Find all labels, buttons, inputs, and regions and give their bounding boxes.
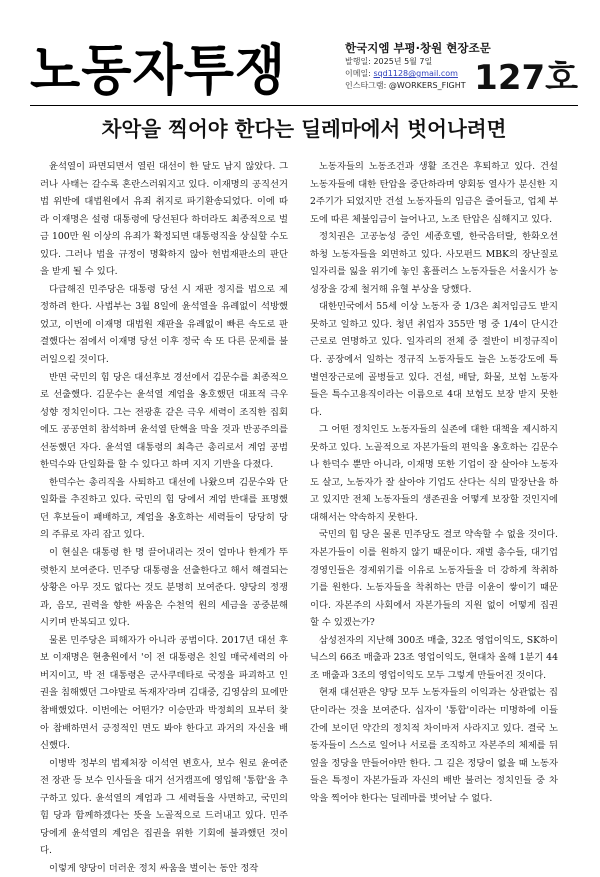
instagram-handle: @WORKERS_FIGHT [388, 81, 466, 90]
paragraph: 윤석열이 파면되면서 열린 대선이 한 달도 남지 않았다. 그러나 사태는 갈수록 혼란스러워지고 있다. 이재명의 공직선거법 위반에 대법원에서 유죄 취지로 파기환송되었다. 이에 따라 이재명은 설령 대통령에 당선된다 하더라도 최종적으로 벌금 100만 원 이상의 유죄가 확정되면 대통령직을 상실할 수도 있다. 그러나 법을 규정이 명확하지 않아 헌법재판소의 판단을 받게 될 수 있다. [40, 161, 288, 278]
paragraph: 현재 대선판은 양당 모두 노동자들의 이익과는 상관없는 집단이라는 것을 보여준다. 십자이 '통합'이라는 미명하에 이들 간에 보이던 약간의 정치적 차이마저 사라지고 있다. 결국 노동자들이 스스로 일어나 서로를 조직하고 자본주의 체제를 뒤엎을 정당을 만들어야만 한다. 그 길은 정당이 없을 때 노동자들은 특정이 자본가들과 자신의 배반 불러는 정치인들 중 차악을 찍어야 한다는 딜레마를 벗어날 수 없다. [310, 687, 558, 804]
paragraph: 이병박 정부의 법제처장 이석연 변호사, 보수 원로 윤여준 전 장관 등 보수 인사들을 대거 선거캠프에 영입해 '통합'을 추구하고 있다. 윤석열의 계엄과 그 세력들을 사면하고, 국민의 힘 당과 함께하겠다는 뜻을 노골적으로 드러내고 있다. 민주당에게 윤석열의 계엄은 집권을 위한 기회에 불과했던 것이다. [40, 757, 288, 857]
paragraph: 정치권은 고공농성 중인 세종호텔, 한국음터랄, 한화오션 하청 노동자들을 외면하고 있다. 사모펀드 MBK의 장난질로 일자리를 잃을 위기에 놓인 홈플러스 노동자들은 서울시가 농성장을 강제 철거해 유혈 부상을 당했다. [310, 231, 558, 295]
date-value: 2025년 5월 7일 [373, 57, 433, 66]
paragraph: 그 어떤 정치인도 노동자들의 실존에 대한 대책을 제시하지 못하고 있다. 노골적으로 자본가들의 편익을 옹호하는 김문수나 한덕수 뿐만 아니라, 이재명 또한 기업이 잘 살아야 노동자도 살고, 노동자가 잘 살아야 기업도 산다는 식의 말장난을 하고 있지만 전체 노동자들의 생존권을 어떻게 보장할 것인지에 대해서는 약속하지 못한다. [310, 424, 558, 523]
paragraph: 대한민국에서 55세 이상 노동자 중 1/3은 최저임금도 받지 못하고 일하고 있다. 청년 취업자 355만 명 중 1/4이 단시간 근로로 연명하고 있다. 일자리의 전체 중 절반이 비정규직이다. 공장에서 일하는 정규직 노동자들도 늘은 노동강도에 특별연장근로에 골병들고 있다. 건설, 배달, 화물, 보험 노동자들은 특수고용직이라는 이름으로 4대 보험도 보장 받지 못한다. [310, 301, 558, 418]
organization-name: 한국지엠 부평·창원 현장조문 [345, 41, 491, 55]
article-body [40, 158, 558, 874]
paragraph: 한덕수는 총리직을 사퇴하고 대선에 나왔으며 김문수와 단일화를 추진하고 있다. 국민의 힘 당에서 계엄 반대를 표명했던 후보들이 패배하고, 계엄을 옹호하는 세력들이 당당히 당의 주류로 자리 잡고 있다. [40, 476, 288, 541]
paragraph: 반면 국민의 힘 당은 대선후보 경선에서 김문수를 최종적으로 선출했다. 김문수는 윤석열 계엄을 옹호했던 대표적 극우 성향 정치인이다. 그는 전광훈 같은 극우 세력이 조직한 집회에도 공공연히 참석하며 윤석열 탄핵을 막을 것과 반공주의를 선동했던 자다. 윤석열 대통령의 최측근 총리로서 계엄 공범 한덕수와 단일화를 할 수 있다고 하며 지지 기반을 다졌다. [40, 371, 288, 471]
paragraph: 노동자들의 노동조건과 생활 조건은 후퇴하고 있다. 건설 노동자들에 대한 탄압을 중단하라며 양회동 열사가 분신한 지 2주기가 되었지만 건설 노동자들의 임금은 줄어들고, 업체 부도에 따른 체불임금이 늘어나고, 노조 탄압은 심해지고 있다. [310, 161, 558, 225]
masthead-divider [30, 105, 578, 106]
paragraph: 이 현실은 대통령 한 명 끌어내리는 것이 얼마나 한계가 뚜렷한지 보여준다. 민주당 대통령을 선출한다고 해서 해결되는 상황은 아무 것도 없다는 것도 분명히 보여준다. 양당의 정쟁과, 음모, 권력을 향한 싸움은 수천억 원의 세금을 공중분해 시키며 반복되고 있다. [40, 547, 288, 629]
paragraph: 다급해진 민주당은 대통령 당선 시 재판 정지를 법으로 제정하려 한다. 사법부는 3월 8일에 윤석열을 유례없이 석방했었고, 이번에 이재명 대법원 재판을 유례없이 빠른 속도로 판결했다는 점에서 이재명 당선 이후 정국 속 또 다른 문제를 불러일으킬 것이다. [40, 283, 288, 366]
contact-instagram [345, 80, 495, 92]
masthead [30, 40, 578, 102]
email-link[interactable]: sqd1128@gmail.com [373, 69, 458, 78]
newspaper-logo: 노동자투쟁 [30, 39, 287, 103]
contact-email [345, 68, 495, 80]
article-column-left [40, 158, 288, 877]
issue-number: 127호 [474, 58, 578, 98]
paragraph: 이렇게 양당이 더러운 정치 싸움을 벌이는 동안 정작 [49, 862, 259, 874]
article-column-right [310, 158, 558, 807]
paragraph: 국민의 힘 당은 물론 민주당도 결코 약속할 수 없을 것이다. 자본가들이 이를 원하지 않기 때문이다. 재벌 총수들, 대기업 경영인들은 경제위기를 이유로 노동자들을 더 강하게 착취하기를 원한다. 노동자들을 착취하는 만큼 이윤이 쌓이기 때문이다. 자본주의 사회에서 자본가들의 지원 없이 어떻게 집권할 수 있겠는가? [310, 529, 558, 629]
date-label: 발행일: [345, 57, 371, 66]
paragraph: 물론 민주당은 피해자가 아니라 공범이다. 2017년 대선 후보 이재명은 현충원에서 '이 전 대통령은 친일 매국세력의 아버지이고, 박 전 대통령은 군사쿠데타로 국정을 파괴하고 인권을 침해했던 그야말로 독재자'라며 김대중, 김영삼의 묘에만 참배했었다. 이번에는 어떤가? 이승만과 박정희의 묘부터 찾아 참배하면서 긍정적인 면도 봐야 한다고 과거의 자신을 배신했다. [40, 634, 288, 752]
headline: 차악을 찍어야 한다는 딜레마에서 벗어나려면 [101, 117, 507, 141]
publication-info [345, 40, 495, 92]
instagram-label: 인스타그램: [345, 81, 387, 90]
paragraph: 삼성전자의 지난해 300조 매출, 32조 영업이익도, SK하이닉스의 66조 매출과 23조 영업이익도, 현대차 올해 1분기 44조 매출과 3조의 영업이익도 모두 그렇게 만들어진 것이다. [310, 634, 558, 681]
email-label: 이메일: [345, 69, 371, 78]
publication-date [345, 56, 495, 68]
